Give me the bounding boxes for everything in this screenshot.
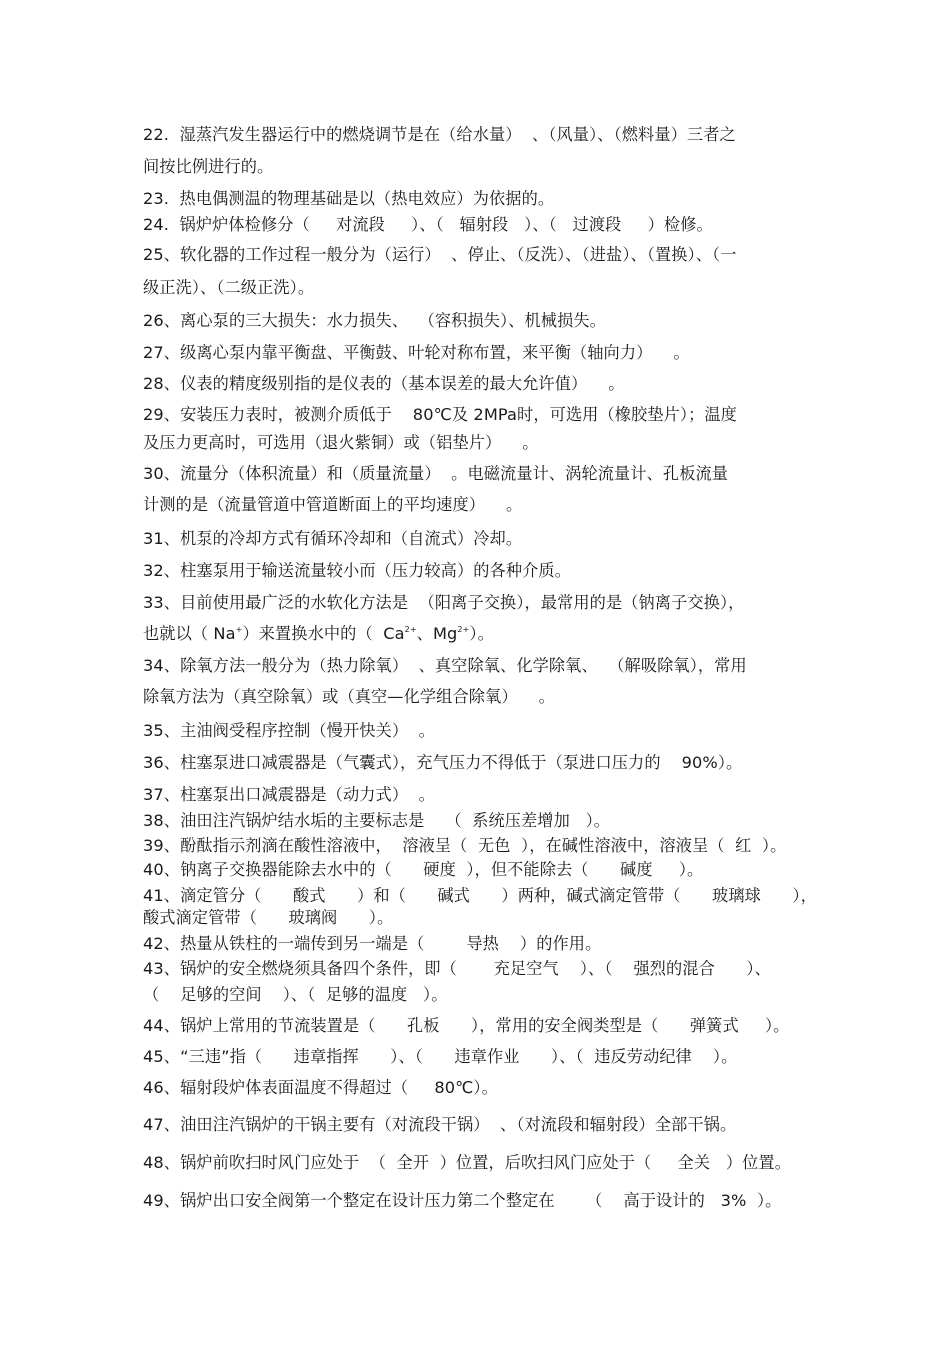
item-48: 48、锅炉前吹扫时风门应处于 （ 全开 ）位置，后吹扫风门应处于（ 全关 ）位置。: [143, 1153, 792, 1172]
item-36: 36、柱塞泵进口减震器是（气囊式），充气压力不得低于（泵进口压力的 90%）。: [143, 753, 743, 772]
item-43-line-1: 43、锅炉的安全燃烧须具备四个条件，即（ 充足空气 ）、（ 强烈的混合 ）、: [143, 959, 771, 978]
item-33-text-b: ）来置换水中的（ Ca: [242, 624, 405, 643]
item-27: 27、级离心泵内靠平衡盘、平衡鼓、叶轮对称布置，来平衡（轴向力） 。: [143, 343, 690, 362]
item-49: 49、锅炉出口安全阀第一个整定在设计压力第二个整定在 （ 高于设计的 3% ）。: [143, 1191, 782, 1210]
item-26: 26、离心泵的三大损失：水力损失、 （容积损失）、机械损失。: [143, 311, 606, 330]
item-44: 44、锅炉上常用的节流装置是（ 孔板 ），常用的安全阀类型是（ 弹簧式 ）。: [143, 1016, 790, 1035]
item-41-line-1: 41、滴定管分（ 酸式 ）和（ 碱式 ）两种，碱式滴定管带（ 玻璃球 ），: [143, 886, 817, 905]
item-33-line-2: [143, 623, 823, 645]
item-24: 24. 锅炉炉体检修分（ 对流段 ）、（ 辐射段 ）、（ 过渡段 ）检修。: [143, 215, 713, 234]
item-34-line-1: 34、除氧方法一般分为（热力除氧） 、真空除氧、化学除氧、 （解吸除氧），常用: [143, 656, 747, 675]
item-28: 28、仪表的精度级别指的是仪表的（基本误差的最大允许值） 。: [143, 374, 625, 393]
item-37: 37、柱塞泵出口减震器是（动力式） 。: [143, 785, 435, 804]
item-22-line-2: 间按比例进行的。: [143, 157, 274, 176]
sodium-charge: +: [235, 625, 243, 634]
item-30-line-1: 30、流量分（体积流量）和（质量流量） 。电磁流量计、涡轮流量计、孔板流量: [143, 464, 729, 483]
item-29-line-1: 29、安装压力表时，被测介质低于 80℃及 2MPa时，可选用（橡胶垫片）；温度: [143, 405, 737, 424]
item-25-line-2: 级正洗）、（二级正洗）。: [143, 278, 315, 297]
calcium-charge: 2+: [404, 625, 417, 634]
item-46: 46、辐射段炉体表面温度不得超过（ 80℃）。: [143, 1078, 498, 1097]
item-40: 40、钠离子交换器能除去水中的（ 硬度 ），但不能除去（ 碱度 ）。: [143, 860, 704, 879]
item-33-text-a: 也就以（ Na: [143, 624, 236, 643]
item-30-line-2: 计测的是（流量管道中管道断面上的平均速度） 。: [143, 495, 523, 514]
item-33-text-d: ）。: [469, 624, 494, 643]
item-22-line-1: 22. 湿蒸汽发生器运行中的燃烧调节是在（给水量） 、（风量）、（燃料量）三者之: [143, 125, 736, 144]
magnesium-charge: 2+: [457, 625, 470, 634]
item-43-line-2: （ 足够的空间 ）、（ 足够的温度 ）。: [143, 985, 448, 1004]
item-35: 35、主油阀受程序控制（慢开快关） 。: [143, 721, 435, 740]
item-39: 39、酚酞指示剂滴在酸性溶液中， 溶液呈（ 无色 ），在碱性溶液中，溶液呈（ 红 ）。: [143, 836, 787, 855]
item-25-line-1: 25、软化器的工作过程一般分为（运行） 、停止、（反洗）、（进盐）、（置换）、（一: [143, 245, 737, 264]
item-23: 23. 热电偶测温的物理基础是以（热电效应）为依据的。: [143, 189, 555, 208]
item-29-line-2: 及压力更高时，可选用（退火紫铜）或（铝垫片） 。: [143, 433, 539, 452]
item-34-line-2: 除氧方法为（真空除氧）或（真空—化学组合除氧） 。: [143, 687, 555, 706]
item-47: 47、油田注汽锅炉的干锅主要有（对流段干锅） 、（对流段和辐射段）全部干锅。: [143, 1115, 737, 1134]
item-32: 32、柱塞泵用于输送流量较小而（压力较高）的各种介质。: [143, 561, 571, 580]
item-38: 38、油田注汽锅炉结水垢的主要标志是 （ 系统压差增加 ）。: [143, 811, 611, 830]
item-45: 45、“三违”指（ 违章指挥 ）、（ 违章作业 ）、（ 违反劳动纪律 ）。: [143, 1047, 738, 1066]
item-33-line-1: 33、目前使用最广泛的水软化方法是 （阳离子交换），最常用的是（钠离子交换），: [143, 593, 745, 612]
item-33-text-c: 、Mg: [416, 624, 458, 643]
item-41-line-2: 酸式滴定管带（ 玻璃阀 ）。: [143, 908, 394, 927]
item-31: 31、机泵的冷却方式有循环冷却和（自流式）冷却。: [143, 529, 523, 548]
item-42: 42、热量从铁柱的一端传到另一端是（ 导热 ）的作用。: [143, 934, 602, 953]
